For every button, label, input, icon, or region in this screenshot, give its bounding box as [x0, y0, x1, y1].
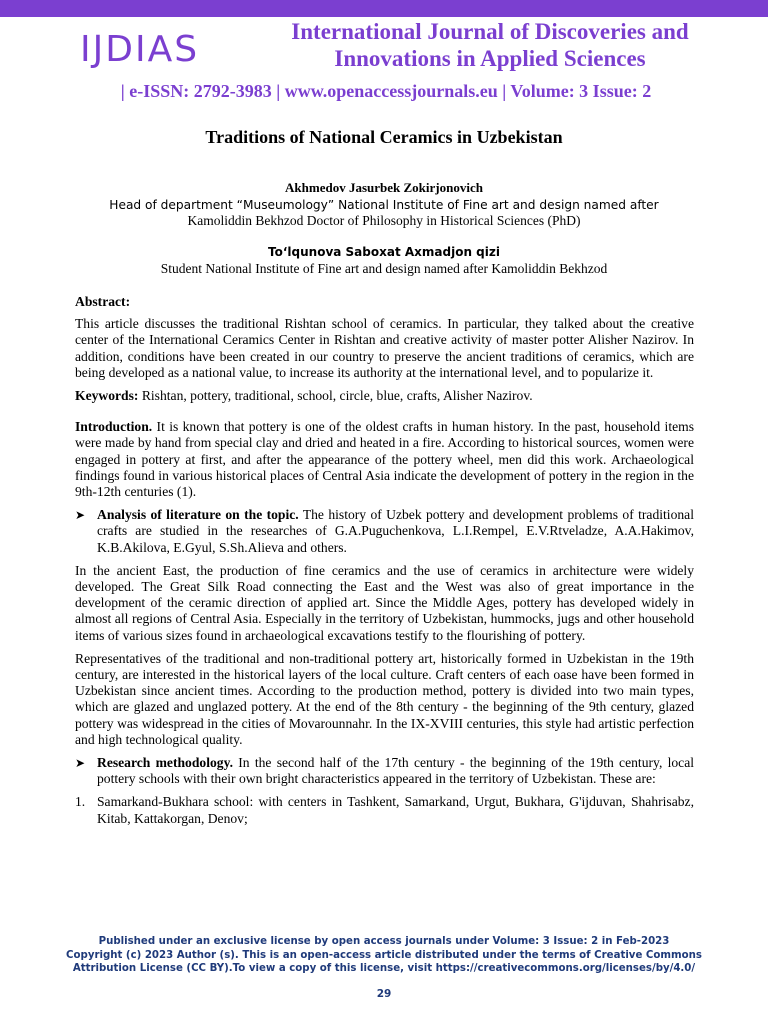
author-name: To‘lqunova Saboxat Axmadjon qizi — [268, 245, 500, 259]
article-body — [75, 294, 694, 827]
author-affiliation: Head of department “Museumology” National Institute of Fine art and design named after — [109, 198, 659, 212]
arrow-bullet-icon: ➤ — [75, 756, 86, 771]
keywords-paragraph — [75, 388, 694, 404]
list-item — [75, 507, 694, 556]
issn-line: | e-ISSN: 2792-3983 | www.openaccessjournals.eu | Volume: 3 Issue: 2 — [120, 81, 652, 101]
keywords-text: Rishtan, pottery, traditional, school, circle, blue, crafts, Alisher Nazirov. — [138, 388, 533, 404]
author-affiliation: Student National Institute of Fine art and design named after Kamoliddin Bekhzod — [160, 261, 608, 276]
license-footer — [0, 935, 768, 976]
footer-line: Published under an exclusive license by open access journals under Volume: 3 Issue: 2 in Feb-2023 — [98, 936, 670, 947]
keywords-label: Keywords: — [75, 388, 139, 404]
body-paragraph: Representatives of the traditional and non-traditional pottery art, historically formed in Uzbekistan in the 19th century, are interested in the historical layers of the local culture. Craft centers of each oase have been formed in Uzbekistan since ancient times. According to the production method, pottery is divided into two main types, which are glazed and unglazed pottery. At the end of the 8th century - the beginning of the 9th century, glazed pottery was widespread in the cities of Movarounnahr. In the IX-XVIII centuries, this style had artistic perfection and high technological quality. — [75, 650, 694, 747]
author-block-2 — [0, 244, 768, 277]
section-text: The history of Uzbek pottery and development problems of traditional crafts are studied in the researches of G.A.Puguchenkova, L.I.Rempel, E.V.Rtveladze, A.A.Hakimov, K.B.Akilova, E.Gyul, S.Sh.Alieva and others. — [97, 507, 694, 555]
page-number: 29 — [376, 988, 392, 1000]
section-text: In the second half of the 17th century - the beginning of the 19th century, local pottery schools with their own bright characteristics appeared in the territory of Uzbekistan. These are: — [97, 755, 695, 787]
journal-logo: IJDIAS — [80, 29, 200, 70]
section-label: Research methodology. — [97, 755, 234, 771]
list-number: 1. — [75, 794, 86, 810]
author-affiliation: Kamoliddin Bekhzod Doctor of Philosophy in Historical Sciences (PhD) — [187, 213, 581, 228]
list-item — [75, 755, 694, 787]
author-block-1 — [0, 180, 768, 229]
introduction-paragraph — [75, 419, 694, 500]
footer-line: Copyright (c) 2023 Author (s). This is an open-access article distributed under the terms of Creative Commons — [66, 949, 702, 961]
abstract-text: This article discusses the traditional Rishtan school of ceramics. In particular, they talked about the creative center of the International Ceramics Center in Rishtan and creative activity of master potter Alisher Nazirov. In addition, conditions have been created in our country to preserve the ancient traditions of ceramics, which are being developed as a national value, to increase its authority at the international level, and to popularize it. — [75, 316, 694, 380]
article-title: Traditions of National Ceramics in Uzbekistan — [205, 127, 563, 147]
section-label: Analysis of literature on the topic. — [97, 507, 299, 523]
journal-title: International Journal of Discoveries and Innovations in Applied Sciences — [291, 19, 689, 71]
arrow-bullet-icon: ➤ — [75, 508, 86, 523]
list-text: Samarkand-Bukhara school: with centers in Tashkent, Samarkand, Urgut, Bukhara, G'ijduvan, Shahrisabz, Kitab, Kattakorgan, Denov; — [97, 794, 694, 826]
header-accent-bar — [0, 0, 768, 17]
abstract-heading: Abstract: — [75, 294, 131, 309]
body-paragraph: In the ancient East, the production of fine ceramics and the use of ceramics in architecture were widely developed. The Great Silk Road connecting the East and the West was also of great importance in the development of the ceramic direction of applied art. Since the Middle Ages, pottery has developed widely in almost all regions of Central Asia. Especially in the territory of Uzbekistan, hummocks, jugs and other household items of various sizes found in archaeological excavations testify to the flourishing of pottery. — [75, 562, 694, 643]
introduction-label: Introduction. — [75, 419, 153, 435]
author-name: Akhmedov Jasurbek Zokirjonovich — [285, 180, 483, 195]
introduction-text: It is known that pottery is one of the oldest crafts in human history. In the past, household items were made by hand from special clay and dried and heated in a fire. According to historical sources, women were engaged in pottery at first, and after the appearance of the pottery wheel, men did this work. Archaeological findings found in various historical places of Central Asia indicate the development of pottery in the region in the 9th-12th centuries (1). — [75, 419, 694, 500]
numbered-list-item — [75, 794, 694, 826]
footer-line: Attribution License (CC BY).To view a copy of this license, visit https://creativecommons.org/licenses/by/4.0/ — [72, 963, 696, 974]
